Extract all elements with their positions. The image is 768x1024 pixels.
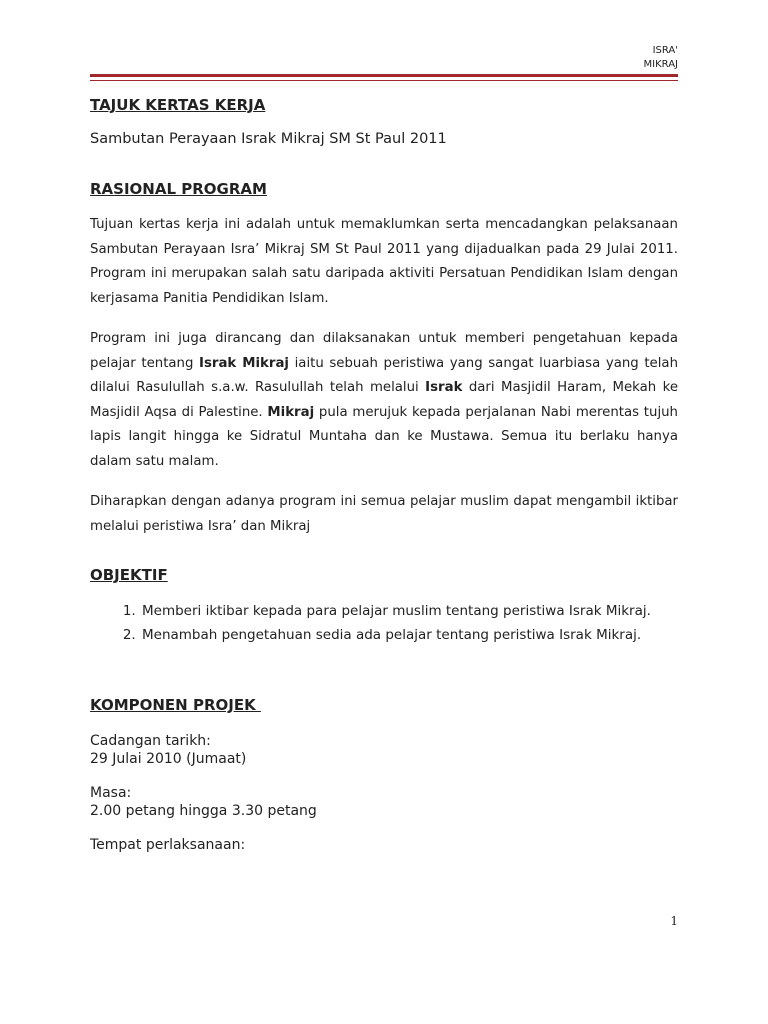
rasional-paragraph-1: Tujuan kertas kerja ini adalah untuk memaklumkan serta mencadangkan pelaksanaan Sambutan Perayaan Isra’ Mikraj SM St Paul 2011 yang dijadualkan pada 29 Julai 2011. Program ini merupakan salah satu daripada aktiviti Persatuan Pendidikan Islam dengan kerjasama Panitia Pendidikan Islam. — [90, 217, 678, 306]
tempat-label: Tempat perlaksanaan: — [90, 837, 246, 853]
page-number: 1 — [670, 914, 678, 928]
bold-israk: Israk — [425, 380, 463, 395]
objective-item-1: 1. Memberi iktibar kepada para pelajar muslim tentang peristiwa Israk Mikraj. — [140, 599, 678, 623]
document-title-text: Sambutan Perayaan Israk Mikraj SM St Paul 2011 — [90, 131, 447, 147]
document-body — [90, 94, 678, 854]
running-header — [644, 44, 678, 72]
tarikh-value: 29 Julai 2010 (Jumaat) — [90, 751, 247, 767]
header-rule-thin — [90, 80, 678, 81]
header-rule-thick — [90, 74, 678, 77]
objectives-list — [90, 599, 678, 647]
heading-tajuk: TAJUK KERTAS KERJA — [90, 96, 266, 114]
header-line-1: ISRA' — [652, 45, 678, 56]
masa-label: Masa: — [90, 785, 132, 801]
bold-mikraj: Mikraj — [267, 404, 315, 420]
rasional-paragraph-2: Program ini juga dirancang dan dilaksanakan untuk memberi pengetahuan kepada pelajar tentang Israk Mikraj iaitu sebuah peristiwa yang sangat luarbiasa yang telah dilalui Rasulullah s.a.w. Rasulullah telah melalui Israk dari Masjidil Haram, Mekah ke Masjidil Aqsa di Palestine. Mikraj pula merujuk kepada perjalanan Nabi merentas tujuh lapis langit hingga ke Sidratul Muntaha dan ke Mustawa. Semua itu berlaku hanya dalam satu malam. — [90, 331, 679, 469]
objective-item-2: 2. Menambah pengetahuan sedia ada pelajar tentang peristiwa Israk Mikraj. — [140, 623, 678, 647]
heading-komponen: KOMPONEN PROJEK — [90, 696, 261, 714]
bold-israk-mikraj: Israk Mikraj — [199, 355, 289, 371]
header-line-2: MIKRAJ — [643, 59, 678, 70]
masa-value: 2.00 petang hingga 3.30 petang — [90, 803, 317, 819]
rasional-paragraph-3: Diharapkan dengan adanya program ini semua pelajar muslim dapat mengambil iktibar melalui peristiwa Isra’ dan Mikraj — [90, 494, 678, 534]
tarikh-label: Cadangan tarikh: — [90, 733, 211, 749]
heading-objektif: OBJEKTIF — [90, 566, 168, 584]
heading-rasional: RASIONAL PROGRAM — [90, 180, 267, 198]
